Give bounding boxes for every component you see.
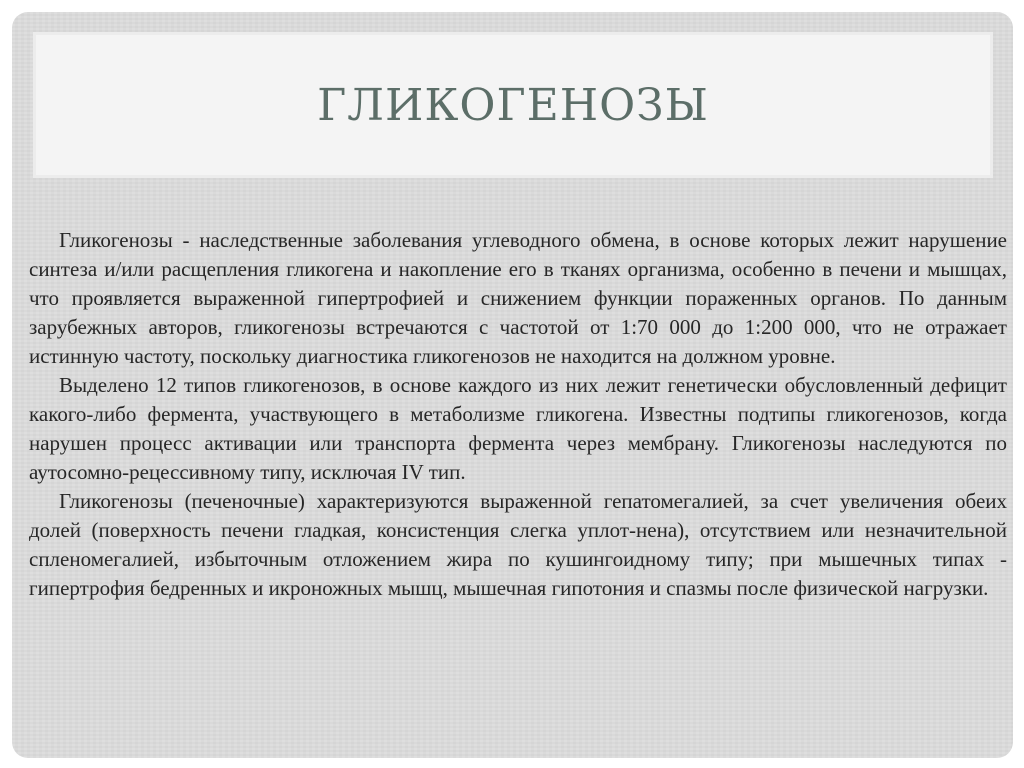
slide <box>12 12 1013 758</box>
title-box <box>33 32 993 178</box>
paragraph-3: Гликогенозы (печеночные) характеризуются выраженной гепатомегалией, за счет увеличения обеих долей (поверхность печени гладкая, консистенция слегка уплот-нена), отсутствием или незначительной спленомегалией, избыточным отложением жира по кушингоидному типу; при мышечных типах - гипертрофия бедренных и икроножных мышц, мышечная гипотония и спазмы после физической нагрузки. <box>29 489 1007 600</box>
paragraph-1: Гликогенозы - наследственные заболевания углеводного обмена, в основе которых лежит нарушение синтеза и/или расщепления гликогена и накопление его в тканях организма, особенно в печени и мышцах, что проявляется выраженной гипертрофией и снижением функции пораженных органов. По данным зарубежных авторов, гликогенозы встречаются с частотой от 1:70 000 до 1:200 000, что не отражает истинную частоту, поскольку диагностика гликогенозов не находится на должном уровне. <box>29 228 1007 368</box>
slide-body <box>29 226 1007 603</box>
slide-title: ГЛИКОГЕНОЗЫ <box>317 79 709 131</box>
paragraph-2: Выделено 12 типов гликогенозов, в основе каждого из них лежит генетически обусловленный дефицит какого-либо фермента, участвующего в метаболизме гликогена. Известны подтипы гликогенозов, когда нарушен процесс активации или транспорта фермента через мембрану. Гликогенозы наследуются по аутосомно-рецессивному типу, исключая IV тип. <box>29 373 1007 484</box>
